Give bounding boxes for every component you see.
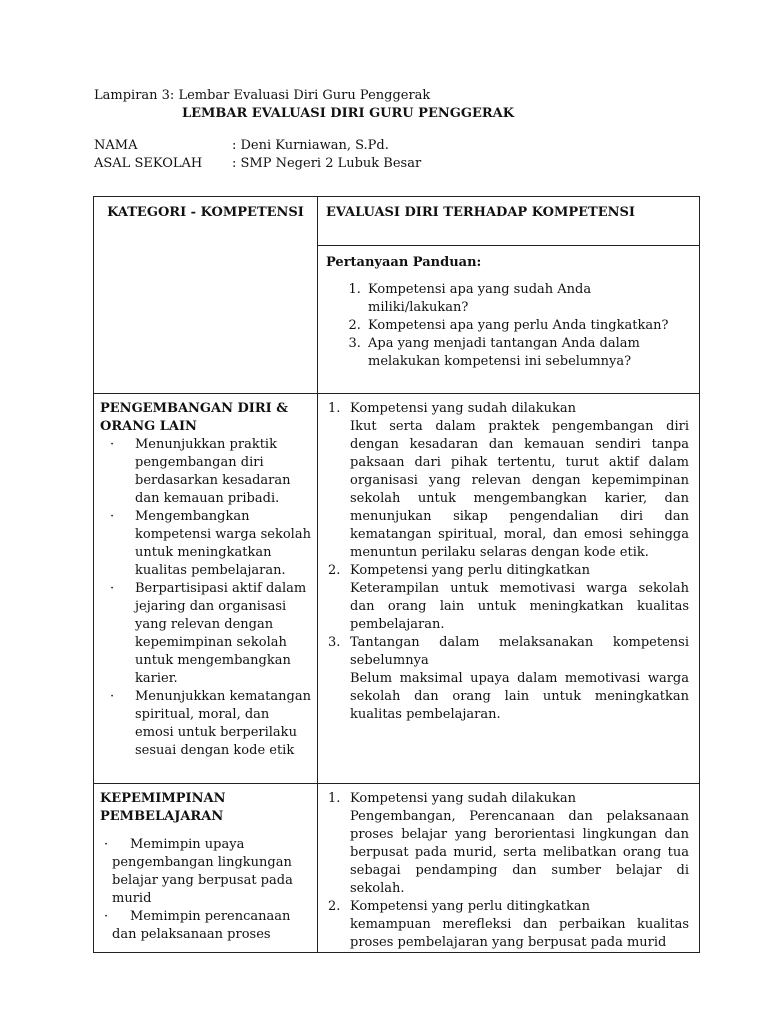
competency-list xyxy=(100,836,311,944)
item-number: 2. xyxy=(328,899,341,914)
item-title: Kompetensi yang perlu ditingkatkan xyxy=(350,563,591,578)
guide-question: 1. Kompetensi apa yang sudah Anda miliki/lakukan? xyxy=(365,281,689,317)
category-title: KEPEMIMPINAN PEMBELAJARAN xyxy=(100,791,226,824)
item-title: Kompetensi yang perlu ditingkatkan xyxy=(350,899,591,914)
evaluation-cell xyxy=(318,784,700,953)
item-text: Keterampilan untuk memotivasi warga sekolah dan orang lain untuk meningkatkan kualitas pembelajaran. xyxy=(350,581,689,632)
guide-cell xyxy=(318,246,700,394)
bullet-icon: · xyxy=(110,581,115,596)
guide-title: Pertanyaan Panduan: xyxy=(326,255,482,270)
evaluation-item xyxy=(326,562,689,634)
competency-text: Berpartisipasi aktif dalam jejaring dan organisasi yang relevan dengan kepemimpinan sekolah untuk mengembangkan karier. xyxy=(135,581,307,686)
competency-text: Memimpin perencanaan dan pelaksanaan proses xyxy=(112,909,291,942)
table-row xyxy=(94,394,700,784)
category-cell xyxy=(94,394,318,784)
bullet-icon: · xyxy=(110,689,115,704)
nama-label: NAMA xyxy=(94,138,138,153)
item-number: 1. xyxy=(328,401,341,416)
asal-sekolah-value: : SMP Negeri 2 Lubuk Besar xyxy=(232,156,422,171)
bullet-icon: · xyxy=(110,437,115,452)
lampiran-caption: Lampiran 3: Lembar Evaluasi Diri Guru Penggerak xyxy=(94,88,431,103)
bullet-icon: · xyxy=(104,909,109,924)
list-item xyxy=(100,836,311,908)
item-number: 3. xyxy=(328,635,341,650)
list-item xyxy=(100,508,311,580)
item-title: Kompetensi yang sudah dilakukan xyxy=(350,791,576,806)
item-text: Ikut serta dalam praktek pengembangan diri dengan kesadaran dan kemauan sendiri tanpa paksaan dari pihak tertentu, turut aktif dalam organisasi yang relevan dengan kepemimpinan sekolah untuk mengembangkan karier, dan menunjukan sikap pengendalian diri dan kematangan spiritual, moral, dan emosi sehingga menuntun perilaku selaras dengan kode etik. xyxy=(350,419,689,560)
evaluation-item xyxy=(326,400,689,562)
bullet-icon: · xyxy=(104,837,109,852)
table-header-row xyxy=(94,197,700,246)
document-title: LEMBAR EVALUASI DIRI GURU PENGGERAK xyxy=(181,106,515,121)
category-title: PENGEMBANGAN DIRI & ORANG LAIN xyxy=(100,401,289,434)
list-item xyxy=(100,436,311,508)
competency-list xyxy=(100,436,311,760)
evaluation-item xyxy=(326,898,689,952)
category-cell xyxy=(94,784,318,953)
item-number: 2. xyxy=(328,563,341,578)
nama-value: : Deni Kurniawan, S.Pd. xyxy=(232,138,389,153)
item-number: 1. xyxy=(328,791,341,806)
competency-text: Menunjukkan kematangan spiritual, moral, dan emosi untuk berperilaku sesuai dengan kode etik xyxy=(135,689,311,758)
evaluation-item xyxy=(326,790,689,898)
item-title: Kompetensi yang sudah dilakukan xyxy=(350,401,576,416)
evaluation-cell xyxy=(318,394,700,784)
competency-text: Memimpin upaya pengembangan lingkungan belajar yang berpusat pada murid xyxy=(112,837,293,906)
header-kategori: KATEGORI - KOMPETENSI xyxy=(94,197,318,394)
header-evaluasi: EVALUASI DIRI TERHADAP KOMPETENSI xyxy=(318,197,700,246)
evaluation-table xyxy=(93,196,700,953)
bullet-icon: · xyxy=(110,509,115,524)
asal-sekolah-label: ASAL SEKOLAH xyxy=(94,156,203,171)
evaluation-item xyxy=(326,634,689,724)
guide-question-list xyxy=(326,281,689,371)
guide-question: 3. Apa yang menjadi tantangan Anda dalam melakukan kompetensi ini sebelumnya? xyxy=(365,335,689,371)
item-title: Tantangan dalam melaksanakan kompetensi sebelumnya xyxy=(350,635,689,668)
list-item xyxy=(100,908,311,944)
table-row xyxy=(94,784,700,953)
competency-text: Mengembangkan kompetensi warga sekolah untuk meningkatkan kualitas pembelajaran. xyxy=(135,509,311,578)
item-text: Pengembangan, Perencanaan dan pelaksanaan proses belajar yang berorientasi lingkungan dan berpusat pada murid, serta melibatkan orang tua sebagai pendamping dan sumber belajar di sekolah. xyxy=(350,809,689,896)
competency-text: Menunjukkan praktik pengembangan diri berdasarkan kesadaran dan kemauan pribadi. xyxy=(135,437,291,506)
guide-question: 2. Kompetensi apa yang perlu Anda tingkatkan? xyxy=(365,317,689,335)
item-text: kemampuan merefleksi dan perbaikan kualitas proses pembelajaran yang berpusat pada murid xyxy=(350,917,689,950)
list-item xyxy=(100,688,311,760)
item-text: Belum maksimal upaya dalam memotivasi warga sekolah dan orang lain untuk meningkatkan kualitas pembelajaran. xyxy=(350,671,689,722)
list-item xyxy=(100,580,311,688)
